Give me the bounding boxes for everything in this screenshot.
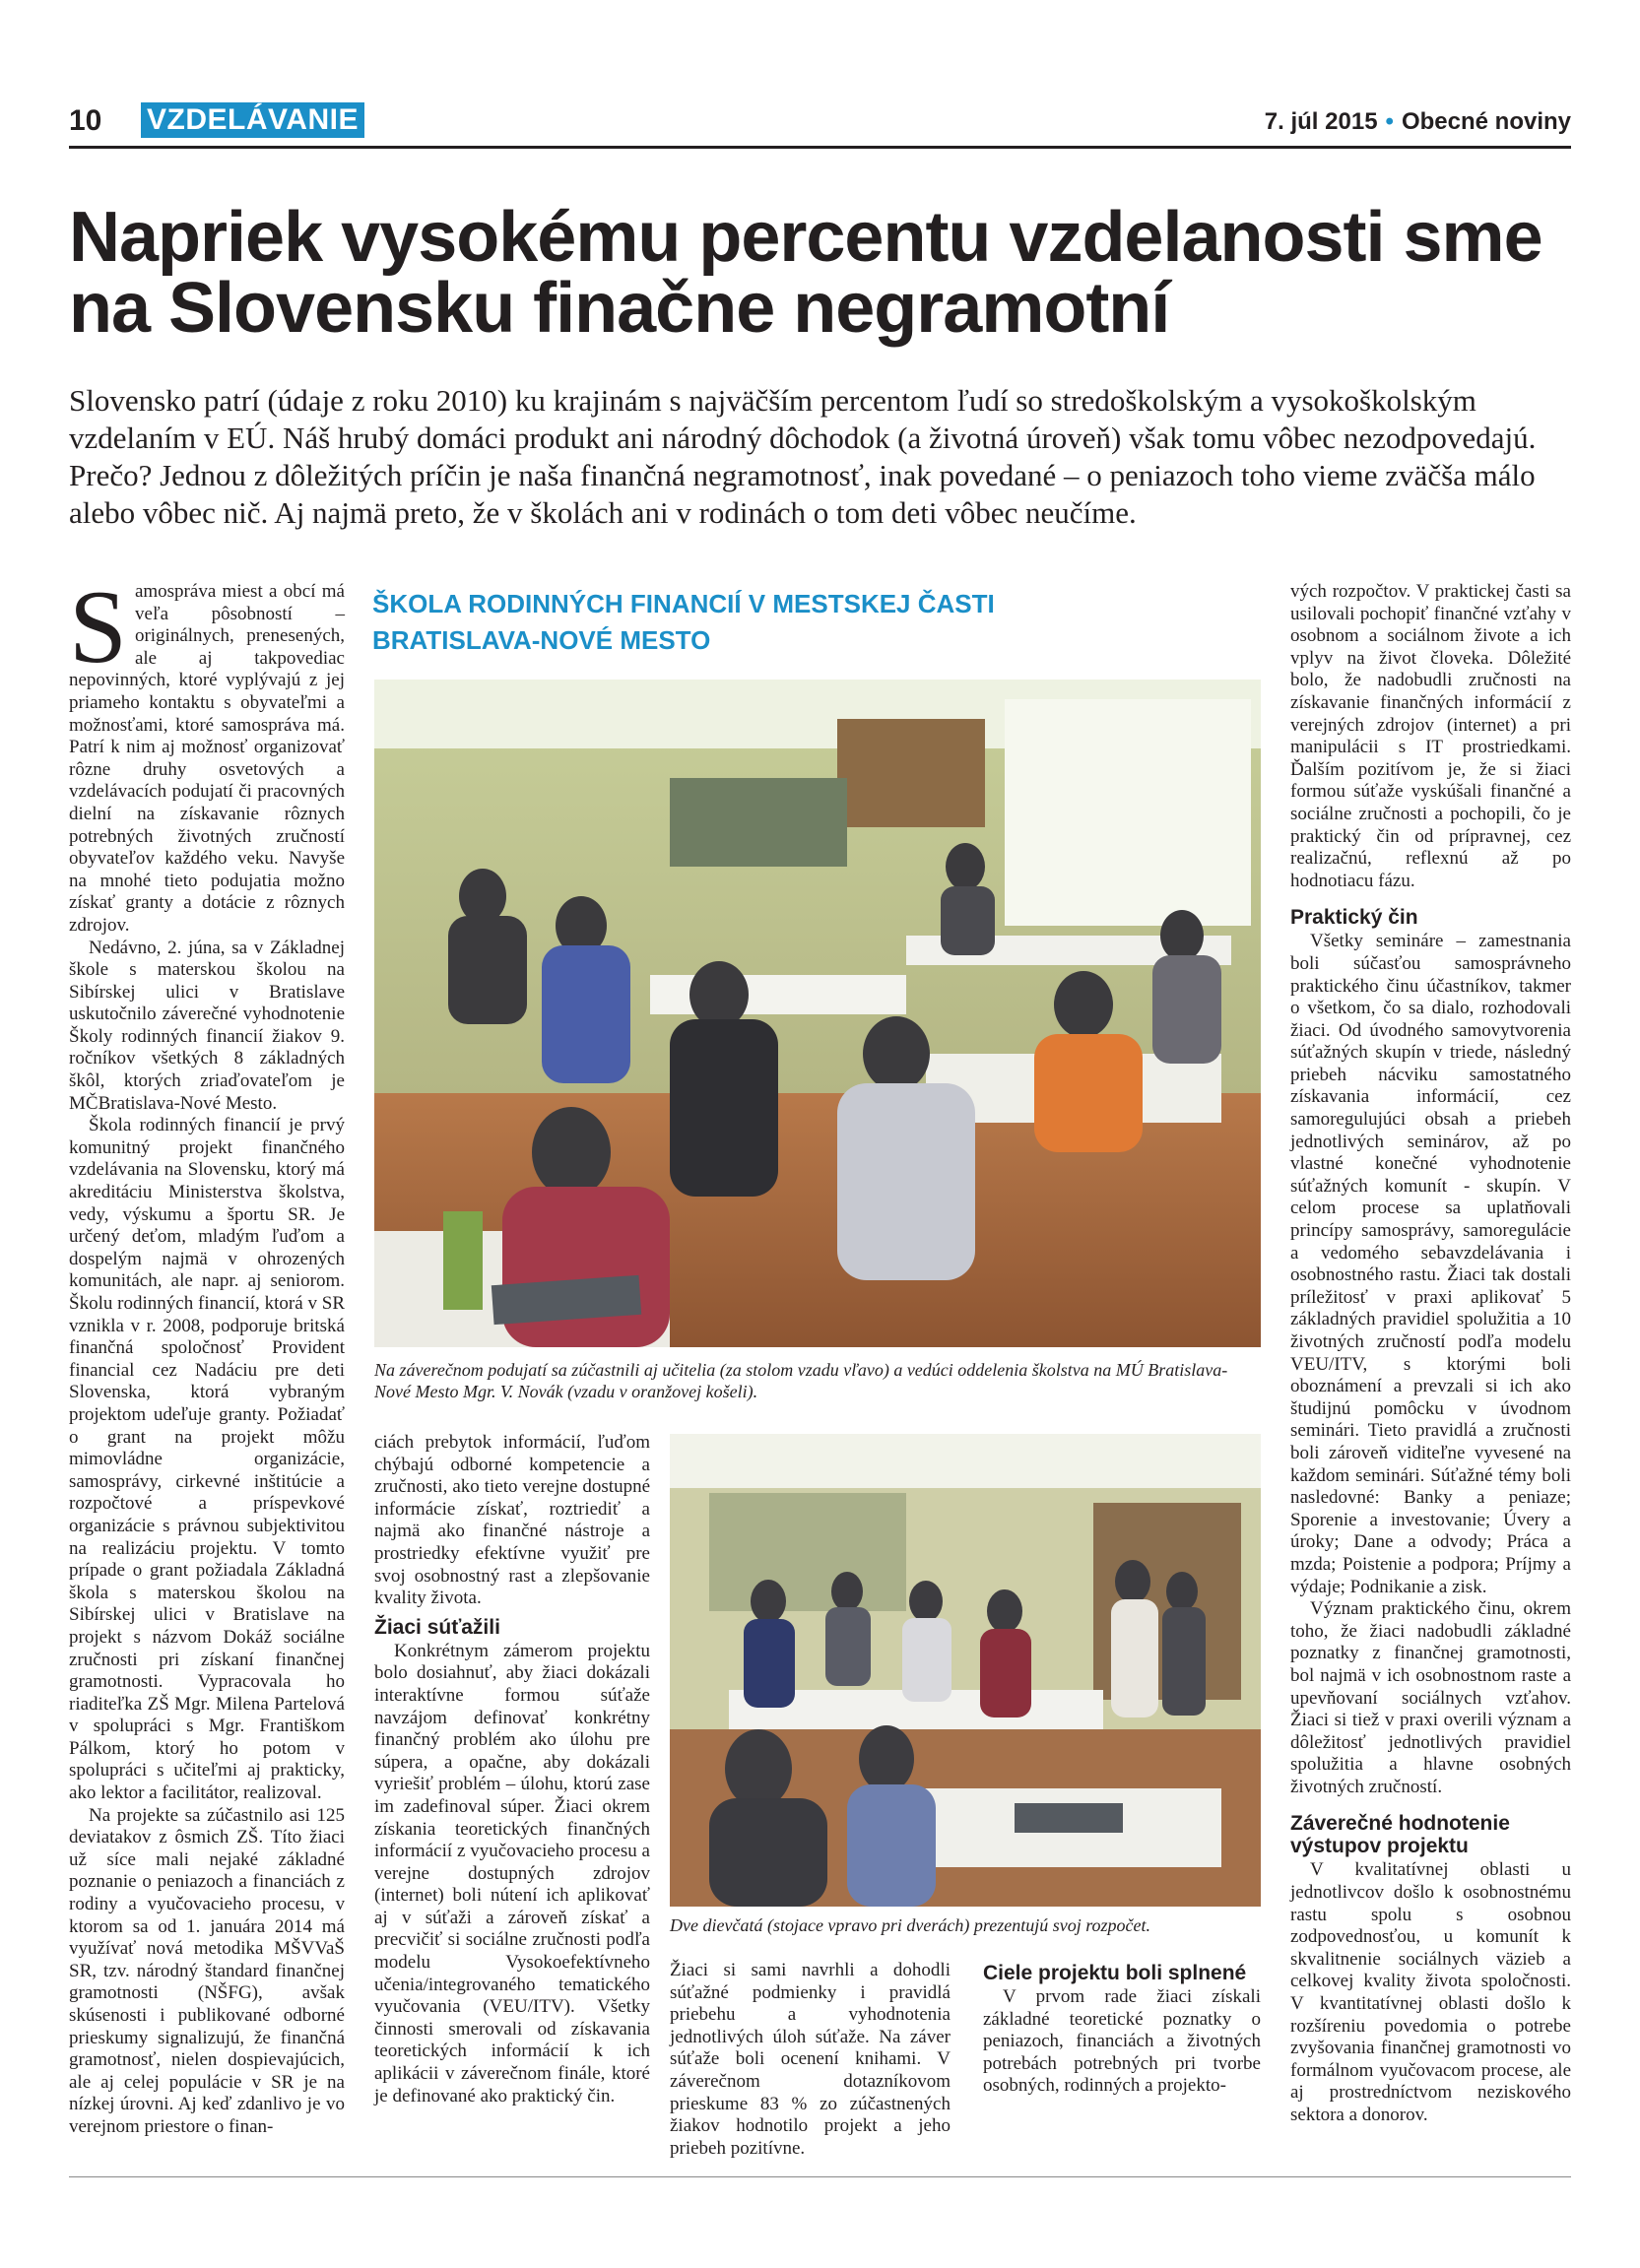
issue-info [1265, 108, 1571, 136]
paragraph: Škola rodinných financií je prvý komunitný projekt finančného vzdelávania na Slovensku, ktorý má akreditáciu Ministerstva školstva, vedy, výskumu a športu SR. Je určený deťom, mladým ľuďom a dospelým najmä v ohrozených komunitách, ale napr. aj seniorom. Školu rodinných financií, ktorá v SR vznikla v r. 2008, podporuje britská finančná spoločnosť Provident financial cez Nadáciu pre deti Slovenska, ktorá vybraným projektom udeľuje granty. Požiadať o grant na projekt môžu mimovládne organizácie, samosprávy, cirkevné inštitúcie a rozpočtové a príspevkové organizácie s právnou subjektivitou na realizáciu projektu. V tomto prípade o grant požiadala Základná škola s materskou školou na Sibírskej ulici v Bratislave na projekt s názvom Dokáž sociálne zručnosti pri získaní finančnej gramotnosti. Vypracovala ho riaditeľka ZŠ Mgr. Milena Partelová v spolupráci s Mgr. Františkom Pálkom, ktorý ho potom v spolupráci s učiteľmi aj prakticky, ako lektor a facilitátor, realizoval. [69, 1115, 345, 1804]
column-2 [374, 1432, 650, 2107]
paragraph: vých rozpočtov. V praktickej časti sa usilovali pochopiť finančné vzťahy v osobnom a sociálnom živote a ich vplyv na život človeka. Dôležité bolo, že nadobudli zručnosti na získavanie finančných informácií z verejných zdrojov (internet) a pri manipulácii s IT prostriedkami. Ďalším pozitívom je, že si žiaci formou súťaže vyskúšali finančné a sociálne zručnosti a pochopili, čo je praktický čin od prípravnej, cez realizačnú, reflexnú až po hodnotiacu fázu. [1290, 581, 1571, 891]
photo-1-caption: Na záverečnom podujatí sa zúčastnili aj učitelia (za stolom vzadu vľavo) a vedúci oddelenia školstva na MÚ Bratislava-Nové Mesto Mgr. V. Novák (vzadu v oranžovej košeli). [374, 1360, 1228, 1401]
subheading-prakticky-cin: Praktický čin [1290, 906, 1418, 930]
paragraph: Samospráva miest a obcí má veľa pôsobností – originálnych, prenesených, ale aj takpovediac nepovinných, ktoré vyplývajú z jej priameho kontaktu s obyvateľmi a možnosťami, ktoré samospráva má. Patrí k nim aj možnosť organizovať rôzne druhy osvetových a vzdelávacích podujatí či pracovných dielní na získavanie rôznych potrebných životných zručností obyvateľov každého veku. Navyše na mnohé tieto podujatia možno získať granty a dotácie z rôznych zdrojov. [69, 569, 345, 936]
header-rule [69, 146, 1571, 149]
page-number: 10 [69, 104, 102, 137]
paragraph: V prvom rade žiaci získali základné teoretické poznatky o peniazoch, financiách a životných potrebách potrebných pri tvorbe osobných, rodinných a projekto- [983, 1986, 1261, 2097]
paragraph: Žiaci si sami navrhli a dohodli súťažné podmienky i pravidlá priebehu a vyhodnotenia jednotlivých úloh súťaže. Na záver súťaže boli ocenení knihami. V záverečnom dotazníkovom prieskume 83 % zo zúčastnených žiakov hodnotilo projekt a jeho priebeh pozitívne. [670, 1960, 951, 2159]
paragraph: Nedávno, 2. júna, sa v Základnej škole s materskou školou na Sibírskej ulici v Bratislave uskutočnilo záverečné vyhodnotenie Školy rodinných financií žiakov 9. ročníkov všetkých 8 základných škôl, ktorých zriaďovateľom je MČBratislava-Nové Mesto. [69, 937, 345, 1114]
subheading-zaverecne-hodnotenie: Záverečné hodnotenie výstupov projektu [1290, 1812, 1510, 1858]
paragraph: Všetky semináre – zamestnania boli súčasťou samosprávneho praktického činu účastníkov, takmer o všetkom, čo sa dialo, rozhodovali žiaci. Od úvodného samovytvorenia súťažných skupín v triede, následný priebeh nácviku samostatného získavania informácií, cez samoregulujúci obsah a priebeh jednotlivých seminárov, až po vlastné konečné vyhodnotenie súťažných komunít - skupín. V celom procese sa uplatňovali princípy samosprávy, samoregulácie a vedomého sebavzdelávania i osobnostného rastu. Žiaci tak dostali príležitosť v praxi aplikovať 5 základných pravidiel spolužitia a 10 životných zručností podľa modelu VEU/ITV, s ktorými boli oboznámení a prevzali si ich ako študijnú pomôcku v úvodnom seminári. Tieto pravidlá a zručnosti boli zároveň viditeľne vyvesené na každom seminári. Súťažné témy boli nasledovné: Banky a peniaze; Sporenie a investovanie; Úvery a úroky; Dane a odvody; Práca a mzda; Poistenie a podpora; Príjmy a výdaje; Podnikanie a zisk. [1290, 931, 1571, 1597]
paragraph: V kvalitatívnej oblasti u jednotlivcov došlo k osobnostnému rastu spolu s osobnou zodpovednosťou, u komunít k skvalitnenie sociálnych väzieb a celkovej kvality života spoločnosti. V kvantitatívnej oblasti došlo k rozšíreniu povedomia o potrebe zvyšovania finančnej gramotnosti vo formálnom vyučovacom procese, ale aj prostredníctvom neziskového sektora a donorov. [1290, 1859, 1571, 2125]
classroom-photo [374, 680, 1261, 1347]
section-tag: VZDELÁVANIE [141, 102, 364, 138]
column-3 [670, 1960, 951, 2160]
photo-2-caption: Dve dievčatá (stojace vpravo pri dverách) prezentujú svoj rozpočet. [670, 1915, 1151, 1935]
column-1 [69, 569, 345, 2139]
sidebar-heading-line-1: ŠKOLA RODINNÝCH FINANCIÍ V MESTSKEJ ČASTI [372, 589, 995, 618]
paragraph: Konkrétnym zámerom projektu bolo dosiahnuť, aby žiaci dokázali interaktívne formou súťaže navzájom definovať konkrétny finančný problém ako úlohu pre súpera, a opačne, aby dokázali vyriešiť problém – úlohu, ktorú zase im zadefinoval súper. Žiaci okrem získania teoretických finančných informácií z vyučovacieho procesu a verejne dostupných zdrojov (internet) boli nútení ich aplikovať aj v súťaži a zároveň získať a precvičiť si sociálne zručnosti podľa modelu Vysokoefektívneho učenia/integrovaného tematického vyučovania (VEU/ITV). Všetky činnosti smerovali od získavania teoretických informácií k ich aplikácii v záverečnom finále, ktoré je definované ako praktický čin. [374, 1640, 650, 2106]
subheading-ciele-projektu: Ciele projektu boli splnené [983, 1962, 1247, 1984]
separator-dot: • [1385, 108, 1394, 135]
footer-rule [69, 2176, 1571, 2177]
column-5 [1290, 581, 1571, 2127]
paragraph: Na projekte sa zúčastnilo asi 125 deviatakov z ôsmich ZŠ. Títo žiaci už síce mali nejaké základné poznanie o peniazoch a financiách z rodiny a vyučovacieho procesu, v ktorom sa od 1. januára 2014 má využívať nová metodika MŠVVaŠ SR, tzv. národný štandard finančnej gramotnosti (NŠFG), avšak skúsenosti i publikované odborné prieskumy signalizujú, že finančná gramotnosť, nielen dospievajúcich, ale aj celej populácie v SR je na nízkej úrovni. Aj keď zdanlivo je vo verejnom priestore o finan- [69, 1804, 345, 2137]
headline: Napriek vysokému percentu vzdelanosti sme na Slovensku finačne negramotní [69, 198, 1542, 348]
presentation-photo [670, 1434, 1261, 1907]
drop-cap: S [69, 569, 127, 684]
sidebar-heading [372, 586, 1062, 659]
paragraph: ciách prebytok informácií, ľuďom chýbajú odborné kompetencie a zručnosti, ako tieto verejne dostupné informácie získať, roztriediť a najmä ako finančné nástroje a prostriedky efektívne využiť pre svoj osobnostný rast a zlepšovanie kvality života. [374, 1432, 650, 1609]
paragraph: Význam praktického činu, okrem toho, že žiaci nadobudli základné poznatky z finančnej gramotnosti, bol najmä v ich osobnostnom raste a upevňovaní sociálnych vzťahov. Žiaci si tiež v praxi overili význam a dôležitosť jednotlivých pravidiel spolužitia a hlavne osobných životných zručností. [1290, 1598, 1571, 1797]
lead-paragraph: Slovensko patrí (údaje z roku 2010) ku krajinám s najväčším percentom ľudí so stredoškolským a vysokoškolským vzdelaním v EÚ. Náš hrubý domáci produkt ani národný dôchodok (a životná úroveň) však tomu vôbec nezodpovedajú. Prečo? Jednou z dôležitých príčin je naša finančná negramotnosť, inak povedané – o peniazoch toho vieme zväčša málo alebo vôbec nič. Aj najmä preto, že v školách ani v rodinách o tom deti vôbec neučíme. [69, 383, 1537, 530]
publication-name: Obecné noviny [1401, 108, 1571, 135]
column-4 [983, 1962, 1261, 2098]
sidebar-heading-line-2: BRATISLAVA-NOVÉ MESTO [372, 625, 711, 655]
subheading-ziaci-sutazili: Žiaci súťažili [374, 1615, 500, 1639]
issue-date: 7. júl 2015 [1264, 108, 1378, 135]
